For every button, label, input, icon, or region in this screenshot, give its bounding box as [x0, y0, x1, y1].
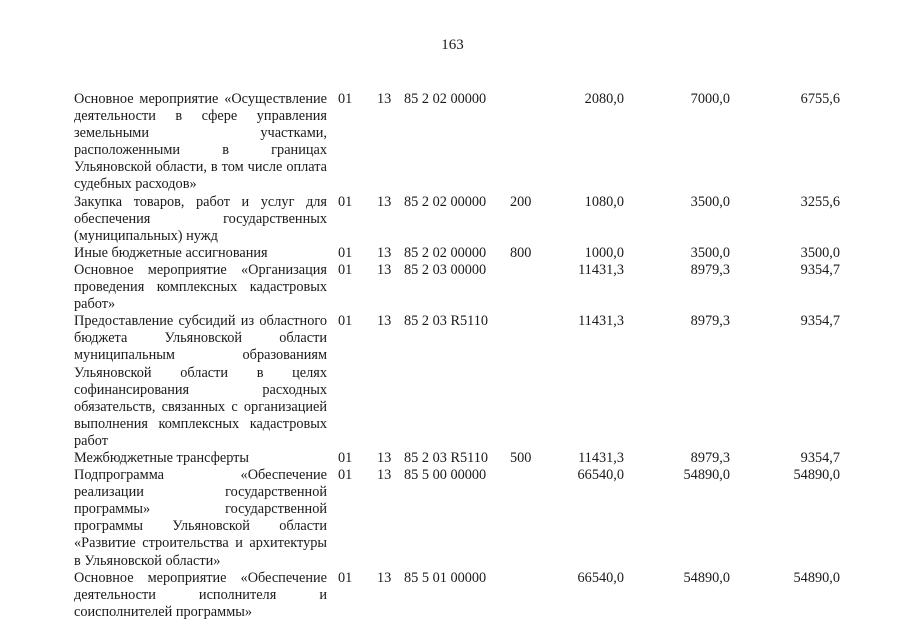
amount-year-2: 8979,3 [690, 313, 730, 330]
section-code: 01 [338, 449, 353, 466]
table-row [74, 313, 840, 450]
subsection-code: 13 [377, 467, 392, 484]
subsection-code: 13 [377, 313, 392, 330]
amount-year-3: 3255,6 [800, 193, 840, 210]
amount-year-3: 9354,7 [800, 261, 840, 278]
section-code: 01 [338, 569, 353, 586]
target-article-code: 85 2 03 R5110 [404, 313, 489, 330]
expense-type-code [510, 570, 558, 621]
target-article-code: 85 5 01 00000 [404, 569, 487, 586]
subsection-code: 13 [377, 193, 392, 210]
amount-year-2: 54890,0 [683, 569, 730, 586]
section-code: 01 [338, 261, 353, 278]
page-number: 163 [441, 37, 464, 53]
table-row [74, 194, 840, 245]
amount-year-1: 1000,0 [584, 244, 624, 261]
item-name: Иные бюджетные ассигнования [74, 244, 268, 261]
expense-type-code [510, 467, 558, 570]
amount-year-1: 11431,3 [578, 313, 624, 330]
item-name: Основное мероприятие «Осуществление деятельности в сфере управления земельными участками, расположенными в границах Ульяновской области, в том числе оплата судебных расходов» [74, 91, 327, 193]
table-row [74, 91, 840, 194]
target-article-code: 85 2 02 00000 [404, 244, 487, 261]
section-code: 01 [338, 193, 353, 210]
section-code: 01 [338, 313, 353, 330]
table-row [74, 467, 840, 570]
budget-table [74, 91, 840, 621]
amount-year-3: 9354,7 [800, 313, 840, 330]
target-article-code: 85 2 03 R5110 [404, 449, 489, 466]
table-row [74, 450, 840, 467]
item-name: Основное мероприятие «Организация проведения комплексных кадастровых работ» [74, 261, 327, 313]
target-article-code: 85 2 02 00000 [404, 91, 487, 107]
amount-year-3: 54890,0 [793, 467, 840, 484]
expense-type-code: 200 [510, 193, 532, 210]
amount-year-1: 11431,3 [578, 261, 624, 278]
amount-year-3: 6755,6 [800, 91, 840, 107]
subsection-code: 13 [377, 244, 392, 261]
amount-year-2: 7000,0 [690, 91, 730, 107]
item-name: Межбюджетные трансферты [74, 449, 250, 466]
target-article-code: 85 2 02 00000 [404, 193, 487, 210]
amount-year-1: 66540,0 [577, 467, 624, 484]
amount-year-1: 11431,3 [578, 449, 624, 466]
expense-type-code: 500 [510, 449, 532, 466]
item-name: Закупка товаров, работ и услуг для обеспечения государственных (муниципальных) нужд [74, 193, 327, 244]
subsection-code: 13 [377, 91, 392, 107]
amount-year-1: 2080,0 [584, 91, 624, 107]
section-code: 01 [338, 467, 353, 484]
amount-year-2: 3500,0 [690, 193, 730, 210]
amount-year-2: 8979,3 [690, 261, 730, 278]
amount-year-3: 3500,0 [800, 244, 840, 261]
item-name: Предоставление субсидий из областного бюджета Ульяновской области муниципальным образованиям Ульяновской области в целях софинансирования расходных обязательств, связанных с организацией выполнения комплексных кадастровых работ [74, 313, 327, 449]
table-row [74, 262, 840, 313]
subsection-code: 13 [377, 569, 392, 586]
expense-type-code [510, 91, 558, 194]
amount-year-2: 8979,3 [690, 449, 730, 466]
amount-year-1: 1080,0 [584, 193, 624, 210]
subsection-code: 13 [377, 261, 392, 278]
amount-year-2: 54890,0 [683, 467, 730, 484]
section-code: 01 [338, 91, 353, 107]
subsection-code: 13 [377, 449, 392, 466]
amount-year-2: 3500,0 [690, 244, 730, 261]
amount-year-3: 54890,0 [793, 569, 840, 586]
target-article-code: 85 2 03 00000 [404, 261, 487, 278]
amount-year-1: 66540,0 [577, 569, 624, 586]
table-row [74, 245, 840, 262]
section-code: 01 [338, 244, 353, 261]
expense-type-code [510, 262, 558, 313]
item-name: Подпрограмма «Обеспечение реализации государственной программы» государственной программы Ульяновской области «Развитие строительства и архитектуры в Ульяновской области» [74, 467, 327, 569]
target-article-code: 85 5 00 00000 [404, 467, 487, 484]
table-row [74, 570, 840, 621]
expense-type-code: 800 [510, 244, 532, 261]
amount-year-3: 9354,7 [800, 449, 840, 466]
expense-type-code [510, 313, 558, 450]
item-name: Основное мероприятие «Обеспечение деятельности исполнителя и соисполнителей программы» [74, 569, 327, 620]
